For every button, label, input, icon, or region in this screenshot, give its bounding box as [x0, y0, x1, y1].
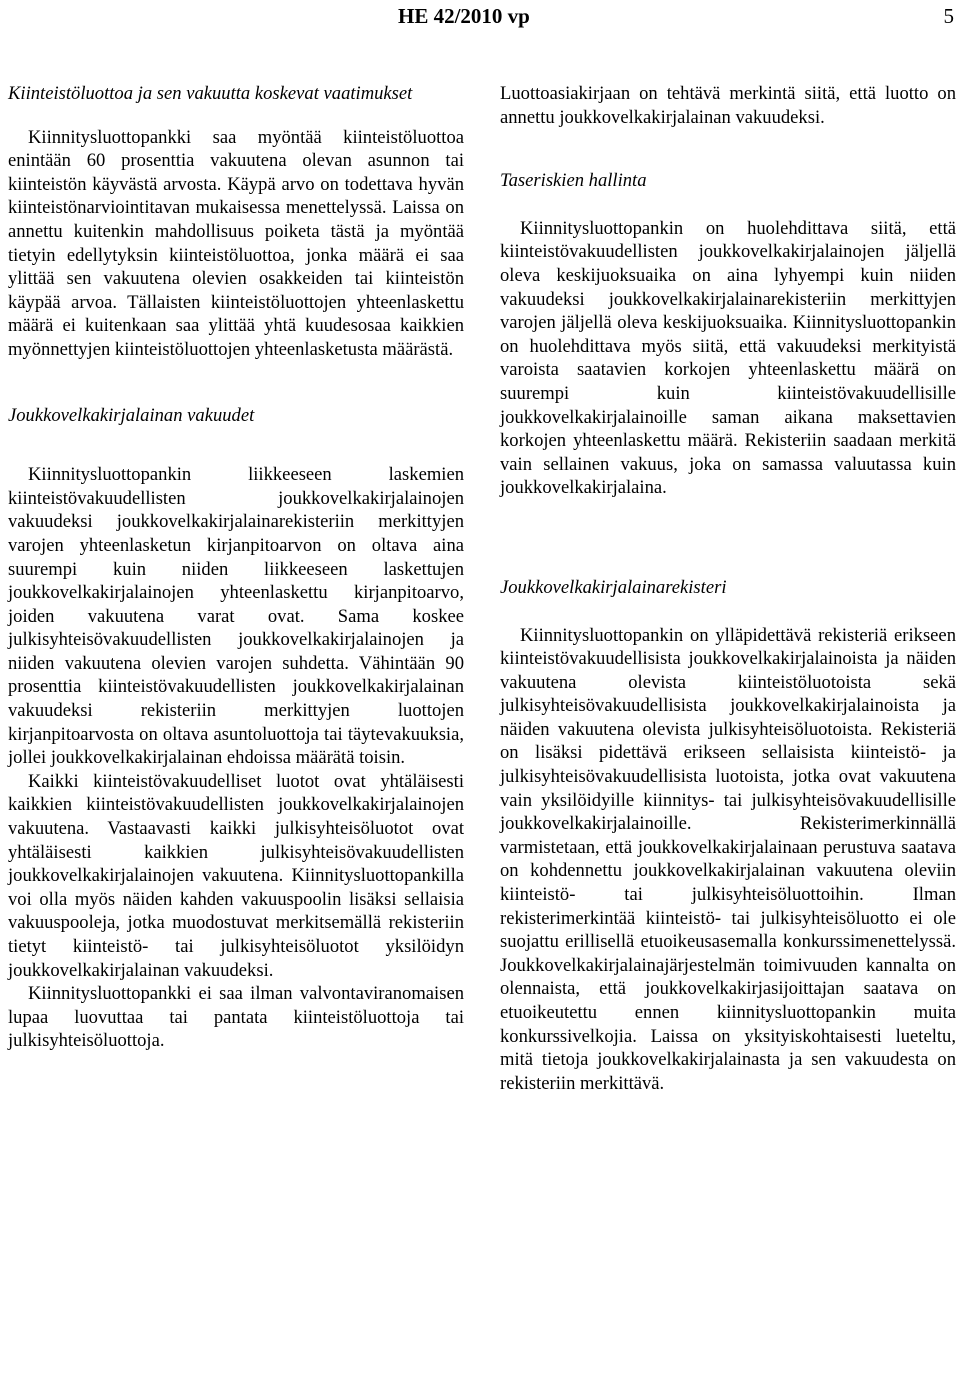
document-id: HE 42/2010 vp — [398, 4, 530, 28]
paragraph-register-requirements: Kiinnitysluottopankin on ylläpidettävä rekisteriä erikseen kiinteistövakuudellisista joukkovelkakirjalainoista ja näiden vakuutena olevista kiinteistöluotoista sekä julkisyhteisövakuudellisista joukkovelkakirjalainoista ja näiden vakuutena olevista julkisyhteisöluotoista. Rekisteriä on lisäksi pidettävä erikseen sellaisista kiinteistö- ja julkisyhteisövakuudellisista luotoista, jotka ovat vakuutena vain yksilöidyille kiinnitys- tai julkisyhteisövakuudellisille joukkovelkakirjalainoille. Rekisterimerkinnällä varmistetaan, että joukkovelkakirjalainaan perustuva saatava on kohdennettu joukkovelkakirjalainan vakuutena oleviin kiinteistö- tai julkisyhteisöluottoihin. Ilman rekisterimerkintää kiinteistö- tai julkisyhteisöluotto ei ole suojattu erillisellä etuoikeusasemalla konkurssimenettelyssä. Joukkovelkakirjalainajärjestelmän toimivuuden kannalta on olennaista, että joukkovelkakirjasijoittajan saatava on etuoikeutettu ennen kiinnitysluottopankin muita konkurssivelkojia. Laissa on yksityiskohtaisesti lueteltu, mitä tietoja joukkovelkakirjalainasta ja sen vakuudesta on rekisteriin merkittävä. — [500, 624, 956, 1094]
page-header — [0, 2, 960, 30]
section-heading-property-loan-requirements: Kiinteistöluottoa ja sen vakuutta koskevat vaatimukset — [8, 83, 413, 104]
paragraph-bond-collateral-value: Kiinnitysluottopankin liikkeeseen laskemien kiinteistövakuudellisten joukkovelkakirjalainojen vakuudeksi joukkovelkakirjalainarekisteriin merkittyjen varojen yhteenlasketun kirjanpitoarvon on oltava aina suurempi kuin niiden liikkeeseen laskettujen joukkovelkakirjalainojen yhteenlaskettu kirjanpitoarvo, joiden vakuutena varat ovat. Sama koskee julkisyhteisövakuudellisten joukkovelkakirjalainojen ja niiden vakuutena olevien varojen suhdetta. Vähintään 90 prosenttia kiinteistövakuudellisten joukkovelkakirjalainan vakuudeksi rekisteriin merkittyjen luottojen kirjanpitoarvosta on oltava asuntoluottoja tai täytevakuuksia, jollei joukkovelkakirjalainan ehdoissa määrätä toisin. — [8, 464, 464, 769]
paragraph-loan-document-note: Luottoasiakirjaan on tehtävä merkintä siitä, että luotto on annettu joukkovelkakirjalainan vakuudeksi. — [500, 83, 956, 128]
paragraph-property-loan-limits: Kiinnitysluottopankki saa myöntää kiinteistöluottoa enintään 60 prosenttia vakuutena olevan asunnon tai kiinteistön käyvästä arvosta. Käypä arvo on todettava hyvän kiinteistönarviointitavan mukaisessa menettelyssä. Laissa on annettu kuitenkin mahdollisuus poiketa tästä ja myöntää tietyin edellytyksin kiinteistöluottoa, jonka määrä ei saa ylittää sen vakuutena olevien osakkeiden tai kiinteistön käypää arvoa. Tällaisten kiinteistöluottojen yhteenlaskettu määrä ei kuitenkaan saa ylittää yhtä kuudesosaa kaikkien myönnettyjen kiinteistöluottojen yhteenlasketusta määrästä. — [8, 126, 464, 360]
paragraph-maturity-and-interest: Kiinnitysluottopankin on huolehdittava siitä, että kiinteistövakuudellisten joukkovelkakirjalainojen jäljellä oleva keskijuoksuaika on aina lyhyempi kuin niiden vakuudeksi joukkovelkakirjalainarekisteriin merkittyjen varojen jäljellä oleva keskijuoksuaika. Kiinnitysluottopankin on huolehdittava myös siitä, että vakuudeksi merkityistä varoista saatavien korkojen yhteenlaskettu määrä on suurempi kuin kiinteistövakuudellisille joukkovelkakirjalainoille saman aikana maksettavien korkojen yhteenlaskettu määrä. Rekisteriin saadaan merkitä vain sellainen vakuus, joka on samassa valuutassa kuin joukkovelkakirjalaina. — [500, 217, 956, 499]
paragraph-collateral-pools: Kaikki kiinteistövakuudelliset luotot ovat yhtäläisesti kaikkien kiinteistövakuudellisten joukkovelkakirjalainojen vakuutena. Vastaavasti kaikki julkisyhteisöluotot ovat yhtäläisesti kaikkien julkisyhteisövakuudellisten joukkovelkakirjalainojen vakuutena. Kiinnitysluottopankilla voi olla myös näiden kahden vakuuspoolin lisäksi sellaisia vakuuspooleja, jotka muodostuvat merkitsemällä rekisteriin tietyt kiinteistö- tai julkisyhteisöluotot yksilöidyn joukkovelkakirjalainan vakuudeksi. — [8, 770, 464, 981]
paragraph-transfer-restriction: Kiinnitysluottopankki ei saa ilman valvontaviranomaisen lupaa luovuttaa tai pantata kiinteistöluottoja tai julkisyhteisöluottoja. — [8, 983, 464, 1052]
section-heading-balance-risk-management: Taseriskien hallinta — [500, 170, 647, 192]
section-heading-bond-collateral: Joukkovelkakirjalainan vakuudet — [8, 404, 255, 426]
section-heading-bond-register: Joukkovelkakirjalainarekisteri — [500, 576, 727, 598]
page-number: 5 — [943, 4, 954, 28]
left-column — [8, 82, 464, 1053]
right-column — [500, 82, 956, 1095]
